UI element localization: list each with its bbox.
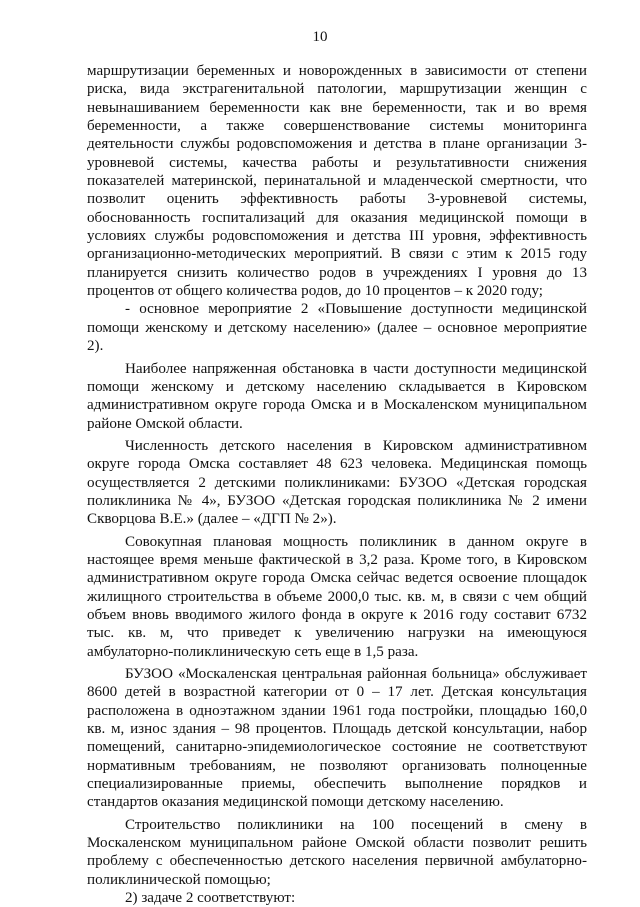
paragraph-task-2: 2) задаче 2 соответствуют: (125, 890, 296, 907)
paragraph-tense-situation: Наиболее напряженная обстановка в части доступности медицинской помощи женскому и детскому населению складывается в Кировском административном округе города Омска и в Москаленском муниципальном районе Омской области. (87, 360, 587, 432)
paragraph-clinic-construction: Строительство поликлиники на 100 посещений в смену в Москаленском муниципальном районе Омской области позволит решить проблему с обеспеченностью детского населения первичной амбулаторно-поликлинической помощью; (87, 816, 587, 888)
paragraph-routing-continuation: маршрутизации беременных и новорожденных в зависимости от степени риска, вида экстрагенитальной патологии, маршрутизации женщин с невынашиванием беременности как вне беременности, так и во время беременности, а также совершенствование системы мониторинга деятельности службы родовспоможения и детства в плане организации 3-уровневой системы, качества работы и результативности снижения показателей материнской, перинатальной и младенческой смертности, что позволит оценить эффективность работы 3-уровневой системы, обоснованность госпитализаций для оказания медицинской помощи в условиях службы родовспоможения и детства III уровня, эффективность организационно-методических мероприятий. В связи с этим к 2015 году планируется снизить количество родов в учреждениях I уровня до 13 процентов от общего количества родов, до 10 процентов – к 2020 году; (87, 63, 587, 300)
paragraph-clinic-capacity: Совокупная плановая мощность поликлиник в данном округе в настоящее время меньше фактической в 3,2 раза. Кроме того, в Кировском административном округе города Омска сейчас ведется освоение площадок жилищного строительства в объеме 2000,0 тыс. кв. м, в связи с чем общий объем вновь вводимого жилого фонда в округе к 2016 году составит 6732 тыс. кв. м, что приведет к увеличению нагрузки на имеющуюся амбулаторно-поликлиническую сеть еще в 1,5 раза. (87, 533, 587, 660)
paragraph-main-activity-2: - основное мероприятие 2 «Повышение доступности медицинской помощи женскому и детскому населению» (далее – основное мероприятие 2). (87, 301, 587, 355)
paragraph-child-population-kirovsky: Численность детского населения в Кировском административном округе города Омска составляет 48 623 человека. Медицинская помощь осуществляется 2 детскими поликлиниками: БУЗОО «Детская городская поликлиника № 4», БУЗОО «Детская городская поликлиника № 2 имени Скворцова В.Е.» (далее – «ДГП № 2»). (87, 437, 587, 528)
document-body (87, 62, 587, 907)
paragraph-moskalenskaya-hospital: БУЗОО «Москаленская центральная районная больница» обслуживает 8600 детей в возрастной категории от 0 – 17 лет. Детская консультация расположена в одноэтажном здании 1961 года постройки, площадью 160,0 кв. м, износ здания – 98 процентов. Площадь детской консультации, набор помещений, санитарно-эпидемиологическое состояние не соответствуют нормативным требованиям, не позволяют организовать полноценные специализированные приемы, обеспечить выполнение порядков и стандартов оказания медицинской помощи детскому населению. (87, 666, 587, 811)
page-number: 10 (312, 29, 328, 45)
